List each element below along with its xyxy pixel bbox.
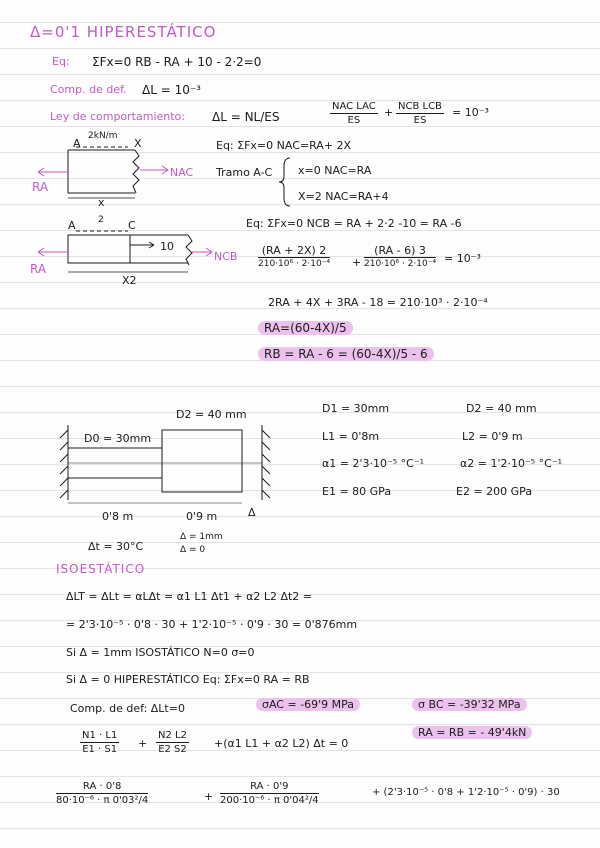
page-title: Δ=0'1 HIPERESTÁTICO (30, 23, 217, 41)
ley-frac-2: NCB LCB ES (398, 101, 442, 126)
sigma-ac: σAC = -69'9 MPa (256, 698, 360, 712)
delta-t: Δt = 30°C (88, 540, 144, 553)
fig2-line-2: 2RA + 4X + 3RA - 18 = 210·10³ · 2·10⁻⁴ (268, 296, 488, 309)
fig1-eq: Eq: ΣFx=0 NAC=RA+ 2X (216, 139, 352, 152)
iso-plus: + (138, 737, 148, 750)
fig3-delta: Δ (248, 506, 256, 519)
iso-g-frac-1: $\frac{RA \cdot 0'8}{\text{80·10⁻⁶ · π 0'03²/4}}$ (56, 781, 149, 806)
fig1-label-nac: NAC (170, 166, 194, 179)
ley-eq: ΔL = NL/ES (212, 110, 280, 124)
iso-tail: +(α1 L1 + α2 L2) Δt = 0 (214, 737, 349, 750)
iso-line-4: Si Δ = 0 HIPERESTÁTICO Eq: ΣFx=0 RA = RB (66, 673, 310, 686)
iso-line-1: ΔLT = ΔLt = αLΔt = α1 L1 Δt1 + α2 L2 Δt2 = (66, 590, 313, 603)
ley-plus: + (384, 106, 394, 119)
equilibrium-eq: ΣFx=0 RB - RA + 10 - 2·2=0 (92, 55, 262, 69)
iso-frac-1: $\frac{N1 \cdot L1}{E1 \cdot S1}$ (82, 730, 118, 755)
prop-alpha-1: α1 = 2'3·10⁻⁵ °C⁻¹ (322, 457, 425, 470)
fig1-label-len: x (98, 196, 105, 209)
ra-rb-result: RA = RB = - 49'4kN (412, 726, 532, 740)
iso-line-2: = 2'3·10⁻⁵ · 0'8 · 30 + 1'2·10⁻⁵ · 0'9 · 30 = 0'876mm (66, 618, 358, 631)
prop-alpha-2: α2 = 1'2·10⁻⁵ °C⁻¹ (460, 457, 563, 470)
iso-heading: ISOESTÁTICO (56, 562, 146, 576)
prop-d1: D1 = 30mm (322, 402, 390, 415)
eq-label: Eq: (52, 55, 70, 68)
fig3-l1: 0'8 m (102, 510, 134, 523)
iso-g-plus: + (204, 790, 214, 803)
iso-g-frac-2: $\frac{RA \cdot 0'9}{\text{200·10⁻⁶ · π 0'04²/4}}$ (220, 781, 319, 806)
fig2-label-c: C (128, 219, 136, 232)
fig2-plus: + (352, 256, 362, 269)
prop-e1: E1 = 80 GPa (322, 485, 392, 498)
fig1-case-2: X=2 NAC=RA+4 (298, 190, 389, 203)
prop-d2: D2 = 40 mm (466, 402, 537, 415)
fig1-case-1: x=0 NAC=RA (298, 164, 372, 177)
fig2-label-ra: RA (30, 262, 47, 276)
fig3-d2: D2 = 40 mm (176, 408, 247, 421)
prop-l2: L2 = 0'9 m (462, 430, 523, 443)
fig2-frac-2: (RA - 6) 3 210·10⁶ · 2·10⁻⁴ (364, 244, 437, 269)
iso-frac-2: $\frac{N2 L2}{E2 S2}$ (158, 730, 187, 755)
fig2-frac-1: (RA + 2X) 2 210·10⁶ · 2·10⁻⁴ (258, 244, 331, 269)
prop-l1: L1 = 0'8m (322, 430, 380, 443)
iso-comp: Comp. de def: ΔLt=0 (70, 702, 185, 715)
fig3-d0: D0 = 30mm (84, 432, 152, 445)
comp-eq: ΔL = 10⁻³ (142, 83, 201, 97)
prop-e2: E2 = 200 GPa (456, 485, 533, 498)
fig2-label-ncb: NCB (214, 250, 238, 263)
iso-g-tail: + (2'3·10⁻⁵ · 0'8 + 1'2·10⁻⁵ · 0'9) · 30 (372, 787, 560, 798)
comp-label: Comp. de def. (50, 83, 127, 96)
fig1-load: 2kN/m (88, 131, 118, 141)
fig2-frac-eq: = 10⁻³ (444, 252, 481, 265)
sigma-bc: σ BC = -39'32 MPa (412, 698, 527, 712)
fig2-label-x2: X2 (122, 274, 137, 287)
fig2-result-rb: RB = RA - 6 = (60-4X)/5 - 6 (258, 347, 434, 361)
ley-frac-1: NAC LAC ES (332, 101, 376, 126)
fig2-label-10: 10 (160, 240, 174, 253)
fig2-eq: Eq: ΣFx=0 NCB = RA + 2·2 -10 = RA -6 (246, 217, 462, 230)
fig2-label-a: A (68, 219, 76, 232)
iso-line-3: Si Δ = 1mm ISOSTÁTICO N=0 σ=0 (66, 646, 255, 659)
fig1-label-a: A (73, 137, 81, 150)
fig1-label-ra: RA (32, 180, 49, 194)
fig1-tramo: Tramo A-C (216, 166, 273, 179)
ley-result: = 10⁻³ (452, 106, 489, 119)
fig2-result-ra: RA=(60-4X)/5 (258, 321, 353, 335)
delta-1: Δ = 1mm (180, 532, 223, 542)
fig1-label-x: X (134, 137, 142, 150)
fig3-l2: 0'9 m (186, 510, 218, 523)
delta-0: Δ = 0 (180, 545, 206, 555)
fig2-label-2: 2 (98, 215, 104, 225)
ley-label: Ley de comportamiento: (50, 110, 185, 123)
